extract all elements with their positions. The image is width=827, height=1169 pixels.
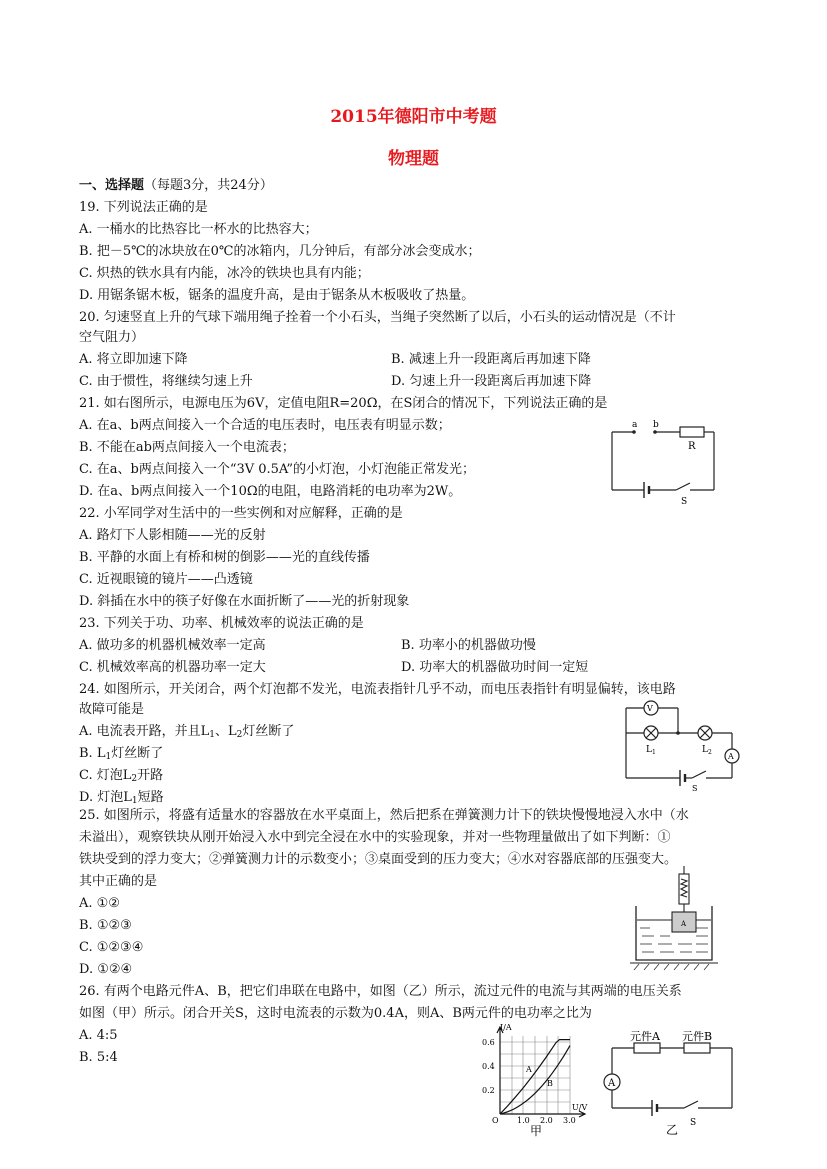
- q26-option-b: B. 5:4: [79, 1050, 118, 1065]
- iv-curve-b-label: B: [547, 1079, 553, 1088]
- q25-line-2: 未溢出），观察铁块从刚开始浸入水中到完全浸在水中的实验现象，并对一些物理量做出了如下判断：①: [79, 830, 671, 845]
- table-hatching: [634, 964, 709, 970]
- q19-option-c: C. 炽热的铁水具有内能，冰冷的铁块也具有内能；: [79, 266, 370, 281]
- q19-option-d: D. 用锯条锯木板，锯条的温度升高，是由于锯条从木板吸收了热量。: [79, 288, 475, 303]
- q24-a-post: 灯丝断了: [242, 724, 295, 739]
- q24-d-pre: D. 灯泡L: [79, 790, 132, 805]
- lamp-l1-label: [646, 745, 656, 756]
- section-heading-text: 一、选择题: [79, 178, 145, 193]
- iv-xlabel: U/V: [572, 1103, 588, 1112]
- q24-c-pre: C. 灯泡L: [79, 768, 132, 783]
- q25-line-3: 铁块受到的浮力变大；②弹簧测力计的示数变小；③桌面受到的压力变大；④水对容器底部的压强变大。: [79, 852, 678, 867]
- q24-switch-blade: [692, 771, 706, 778]
- label-a: a: [632, 420, 638, 430]
- q25-option-a: A. ①②: [79, 896, 120, 911]
- iv-xtick-2: 2.0: [540, 1116, 553, 1125]
- iv-xtick-1: 1.0: [517, 1116, 530, 1125]
- q22-option-d: D. 斜插在水中的筷子好像在水面折断了——光的折射现象: [79, 594, 410, 609]
- q21-stem: 21. 如右图所示，电源电压为6V，定值电阻R=20Ω，在S闭合的情况下，下列说法正确的是: [79, 396, 608, 411]
- q24-option-b: [79, 746, 163, 765]
- label-s: S: [681, 497, 688, 507]
- q24-a-pre: A. 电流表开路，并且L: [79, 724, 210, 739]
- iv-ytick-02: 0.2: [482, 1086, 495, 1095]
- iv-curve-a-label: A: [526, 1065, 532, 1074]
- element-b: [684, 1043, 710, 1053]
- q24-d-sub: 1: [131, 796, 138, 806]
- switch-s-blade: [676, 483, 690, 490]
- q20-stem-line2: 空气阻力）: [79, 330, 145, 345]
- q24-junction: [676, 731, 680, 735]
- q26-circuit-caption: 乙: [666, 1123, 679, 1137]
- q24-circuit-figure: [620, 700, 746, 793]
- q26-iv-graph: [480, 1022, 600, 1162]
- q26-line-1: 26. 有两个电路元件A、B，把它们串联在电路中，如图（乙）所示，流过元件的电流与其两端的电压关系: [79, 984, 682, 999]
- q21-circuit-figure: [608, 418, 720, 508]
- q24-option-c: [79, 768, 163, 787]
- q22-option-c: C. 近视眼镜的镜片——凸透镜: [79, 572, 253, 587]
- section-note: （每题3分，共24分）: [144, 178, 273, 193]
- q24-a-sub2: 2: [236, 730, 243, 740]
- q20-option-c: C. 由于惯性，将继续匀速上升: [79, 374, 253, 389]
- iv-xtick-3: 3.0: [563, 1116, 576, 1125]
- resistor-r: [680, 427, 704, 437]
- section-heading: [79, 178, 273, 194]
- q25-option-b: B. ①②③: [79, 918, 132, 933]
- page-subtitle: 物理题: [388, 149, 439, 169]
- q25-container-figure: [630, 866, 718, 972]
- voltmeter-label: V: [647, 704, 653, 713]
- page-title: 2015年德阳市中考题: [330, 107, 497, 127]
- q24-stem-line1: 24. 如图所示，开关闭合，两个灯泡都不发光，电流表指针几乎不动，而电压表指针有明显偏转，该电路: [79, 682, 676, 697]
- q24-b-post: 灯丝断了: [111, 746, 164, 761]
- q19-stem: 19. 下列说法正确的是: [79, 200, 208, 215]
- q26-ammeter-label: A: [608, 1078, 616, 1089]
- q22-stem: 22. 小军同学对生活中的一些实例和对应解释，正确的是: [79, 506, 403, 521]
- q24-a-sub1: 1: [209, 730, 216, 740]
- lamp-l1-sub: 1: [651, 749, 656, 756]
- q24-stem-line2: 故障可能是: [79, 702, 145, 717]
- q24-d-post: 短路: [137, 790, 164, 805]
- q24-b-sub: 1: [105, 752, 112, 762]
- label-b: b: [653, 420, 659, 430]
- label-r: R: [688, 441, 696, 452]
- q24-b-pre: B. L: [79, 746, 106, 761]
- q22-option-a: A. 路灯下人影相随——光的反射: [79, 528, 266, 543]
- q24-c-post: 开路: [137, 768, 164, 783]
- element-b-label: 元件B: [682, 1030, 713, 1043]
- iv-caption: 甲: [530, 1124, 543, 1138]
- lamp-l1-letter: L: [646, 745, 652, 755]
- q19-option-a: A. 一桶水的比热容比一杯水的比热容大；: [79, 222, 318, 237]
- q22-option-b: B. 平静的水面上有桥和树的倒影——光的直线传播: [79, 550, 370, 565]
- q25-line-1: 25. 如图所示，将盛有适量水的容器放在水平桌面上，然后把系在弹簧测力计下的铁块慢慢地浸入水中（水: [79, 808, 689, 823]
- q26-switch-blade: [684, 1101, 698, 1108]
- lamp-l2-sub: 2: [707, 749, 712, 756]
- q26-option-a: A. 4:5: [79, 1028, 118, 1043]
- q25-option-c: C. ①②③④: [79, 940, 144, 955]
- terminal-b: [653, 430, 657, 434]
- q19-option-b: B. 把－5℃的冰块放在0℃的冰箱内，几分钟后，有部分冰会变成水；: [79, 244, 481, 259]
- q25-line-4: 其中正确的是: [79, 874, 158, 889]
- q21-option-a: A. 在a、b两点间接入一个合适的电压表时，电压表有明显示数；: [79, 418, 451, 433]
- lamp-l2-letter: L: [702, 745, 708, 755]
- q21-option-d: D. 在a、b两点间接入一个10Ω的电阻，电路消耗的电功率为2W。: [79, 484, 462, 499]
- q21-option-b: B. 不能在ab两点间接入一个电流表；: [79, 440, 295, 455]
- q23-option-b: B. 功率小的机器做功慢: [401, 638, 536, 653]
- q20-option-b: B. 减速上升一段距离后再加速下降: [391, 352, 591, 367]
- q20-stem-line1: 20. 匀速竖直上升的气球下端用绳子拴着一个小石头，当绳子突然断了以后，小石头的运动情况是（不计: [79, 310, 676, 325]
- q24-a-mid: 、L: [215, 724, 237, 739]
- iron-block-label: A: [681, 920, 687, 928]
- element-a-label: 元件A: [630, 1030, 660, 1043]
- element-a: [634, 1043, 660, 1053]
- q24-option-a: [79, 724, 294, 743]
- q23-stem: 23. 下列关于功、功率、机械效率的说法正确的是: [79, 616, 364, 631]
- q20-option-d: D. 匀速上升一段距离后再加速下降: [391, 374, 592, 389]
- iv-ytick-06: 0.6: [482, 1038, 495, 1047]
- q26-line-2: 如图（甲）所示。闭合开关S，这时电流表的示数为0.4A，则A、B两元件的电功率之比为: [79, 1006, 592, 1021]
- ammeter-label: A: [728, 752, 734, 761]
- q23-option-d: D. 功率大的机器做功时间一定短: [401, 660, 589, 675]
- q25-option-d: D. ①②④: [79, 962, 133, 977]
- q24-c-sub: 2: [131, 774, 138, 784]
- lamp-l2-label: [702, 745, 712, 756]
- q20-option-a: A. 将立即加速下降: [79, 352, 188, 367]
- terminal-a: [632, 430, 636, 434]
- q21-option-c: C. 在a、b两点间接入一个“3V 0.5A”的小灯泡，小灯泡能正常发光；: [79, 462, 476, 477]
- iv-ylabel: I/A: [500, 1023, 512, 1032]
- q26-switch-label: S: [690, 1118, 697, 1128]
- q24-switch-label: S: [692, 784, 698, 793]
- q23-option-c: C. 机械效率高的机器功率一定大: [79, 660, 266, 675]
- iv-origin: O: [492, 1116, 499, 1125]
- q26-series-circuit: [604, 1030, 738, 1160]
- iv-ytick-04: 0.4: [482, 1062, 495, 1071]
- q24-option-d: [79, 790, 164, 809]
- q23-option-a: A. 做功多的机器机械效率一定高: [79, 638, 266, 653]
